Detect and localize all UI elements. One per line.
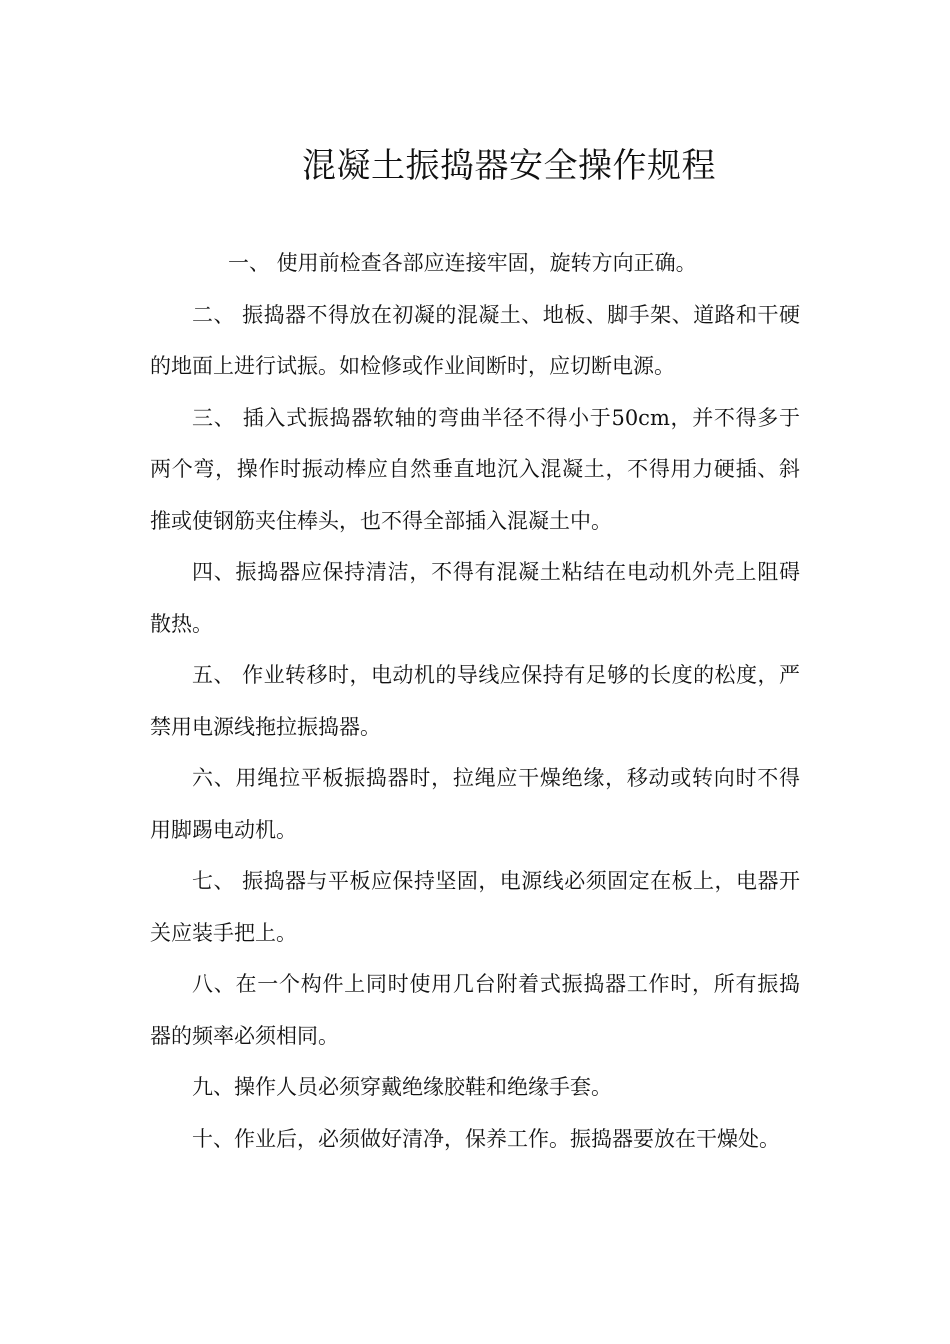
rule-paragraph-8: 八、在一个构件上同时使用几台附着式振捣器工作时，所有振捣器的频率必须相同。 [150,972,800,1048]
document-title: 混凝土振捣器安全操作规程 [302,145,716,186]
rule-paragraph-5: 五、 作业转移时，电动机的导线应保持有足够的长度的松度，严禁用电源线拖拉振捣器。 [150,663,800,739]
rule-paragraph-3: 三、 插入式振捣器软轴的弯曲半径不得小于50cm，并不得多于两个弯，操作时振动棒应自然垂直地沉入混凝土，不得用力硬插、斜推或使钢筋夹住棒头，也不得全部插入混凝土中。 [150,405,800,533]
rule-paragraph-1: 一、 使用前检查各部应连接牢固，旋转方向正确。 [228,251,697,275]
rule-paragraph-4: 四、振捣器应保持清洁，不得有混凝土粘结在电动机外壳上阻碍散热。 [150,560,800,636]
rule-paragraph-6: 六、用绳拉平板振捣器时，拉绳应干燥绝缘，移动或转向时不得用脚踢电动机。 [150,766,800,842]
rule-paragraph-10: 十、作业后，必须做好清净，保养工作。振捣器要放在干燥处。 [192,1126,780,1151]
rule-paragraph-2: 二、 振捣器不得放在初凝的混凝土、地板、脚手架、道路和干硬的地面上进行试振。如检修或作业间断时，应切断电源。 [150,302,800,378]
rule-paragraph-9: 九、操作人员必须穿戴绝缘胶鞋和绝缘手套。 [192,1075,612,1099]
document-body [150,238,800,1165]
rule-paragraph-7: 七、 振捣器与平板应保持坚固，电源线必须固定在板上，电器开关应装手把上。 [150,869,800,945]
